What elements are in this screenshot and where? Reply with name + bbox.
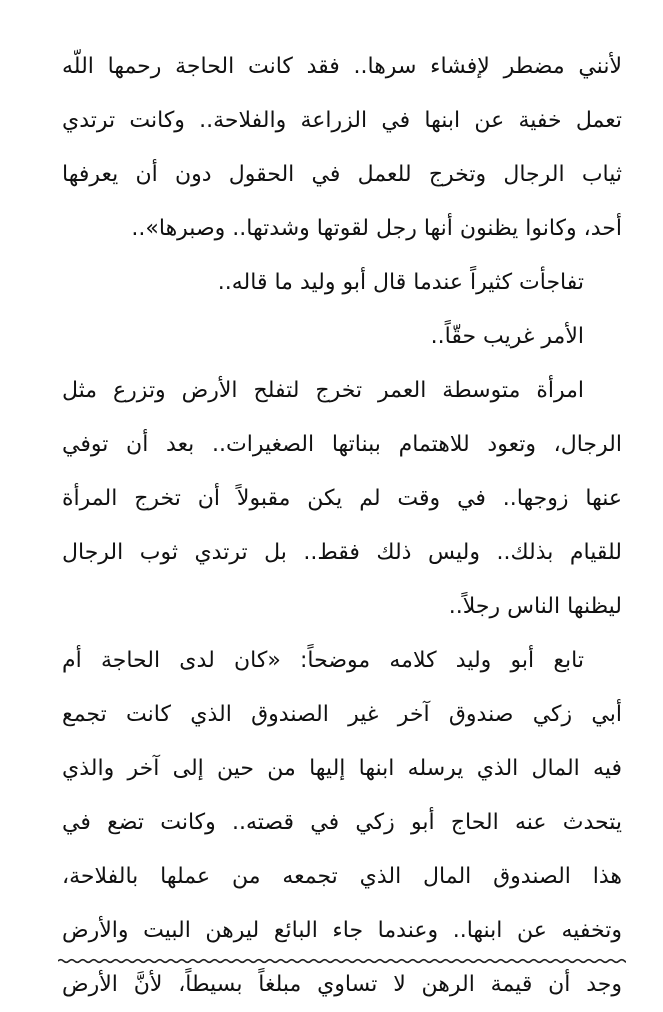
text-line: ثياب الرجال وتخرج للعمل في الحقول دون أن يعرفها [62, 162, 622, 187]
wave-line [58, 960, 626, 963]
text-line: فيه المال الذي يرسله ابنها إليها من حين إلى آخر والذي [62, 756, 622, 781]
text-line: امرأة متوسطة العمر تخرج لتفلح الأرض وتزرع مثل [62, 378, 584, 403]
text-line: للقيام بذلك.. وليس ذلك فقط.. بل ترتدي ثوب الرجال [62, 540, 622, 565]
text-line: ليظنها الناس رجلاً.. [448, 594, 622, 619]
text-line: وتخفيه عن ابنها.. وعندما جاء البائع ليرهن البيت والأرض [62, 918, 622, 943]
text-line: تفاجأت كثيراً عندما قال أبو وليد ما قاله.. [217, 270, 584, 295]
text-line: هذا الصندوق المال الذي تجمعه من عملها بالفلاحة، [62, 864, 622, 889]
body-text [62, 40, 622, 1012]
text-line: تعمل خفية عن ابنها في الزراعة والفلاحة.. وكانت ترتدي [62, 108, 622, 133]
text-line: تابع أبو وليد كلامه موضحاً: «كان لدى الحاجة أم [62, 648, 584, 673]
text-line: يتحدث عنه الحاج أبو زكي في قصته.. وكانت تضع في [62, 810, 622, 835]
text-line: لأنني مضطر لإفشاء سرها.. فقد كانت الحاجة رحمها اللّه [62, 54, 622, 79]
text-line: الرجال، وتعود للاهتمام ببناتها الصغيرات.. بعد أن توفي [62, 432, 622, 457]
text-line: عنها زوجها.. في وقت لم يكن مقبولاً أن تخرج المرأة [62, 486, 622, 511]
text-line: أبي زكي صندوق آخر غير الصندوق الذي كانت تجمع [62, 702, 622, 727]
text-line: وجد أن قيمة الرهن لا تساوي مبلغاً بسيطاً، لأنَّ الأرض [62, 972, 622, 997]
text-line: الأمر غريب حقّاً.. [430, 324, 584, 349]
footer-wave-divider [58, 956, 626, 966]
text-line: أحد، وكانوا يظنون أنها رجل لقوتها وشدتها.. وصبرها».. [131, 216, 622, 241]
